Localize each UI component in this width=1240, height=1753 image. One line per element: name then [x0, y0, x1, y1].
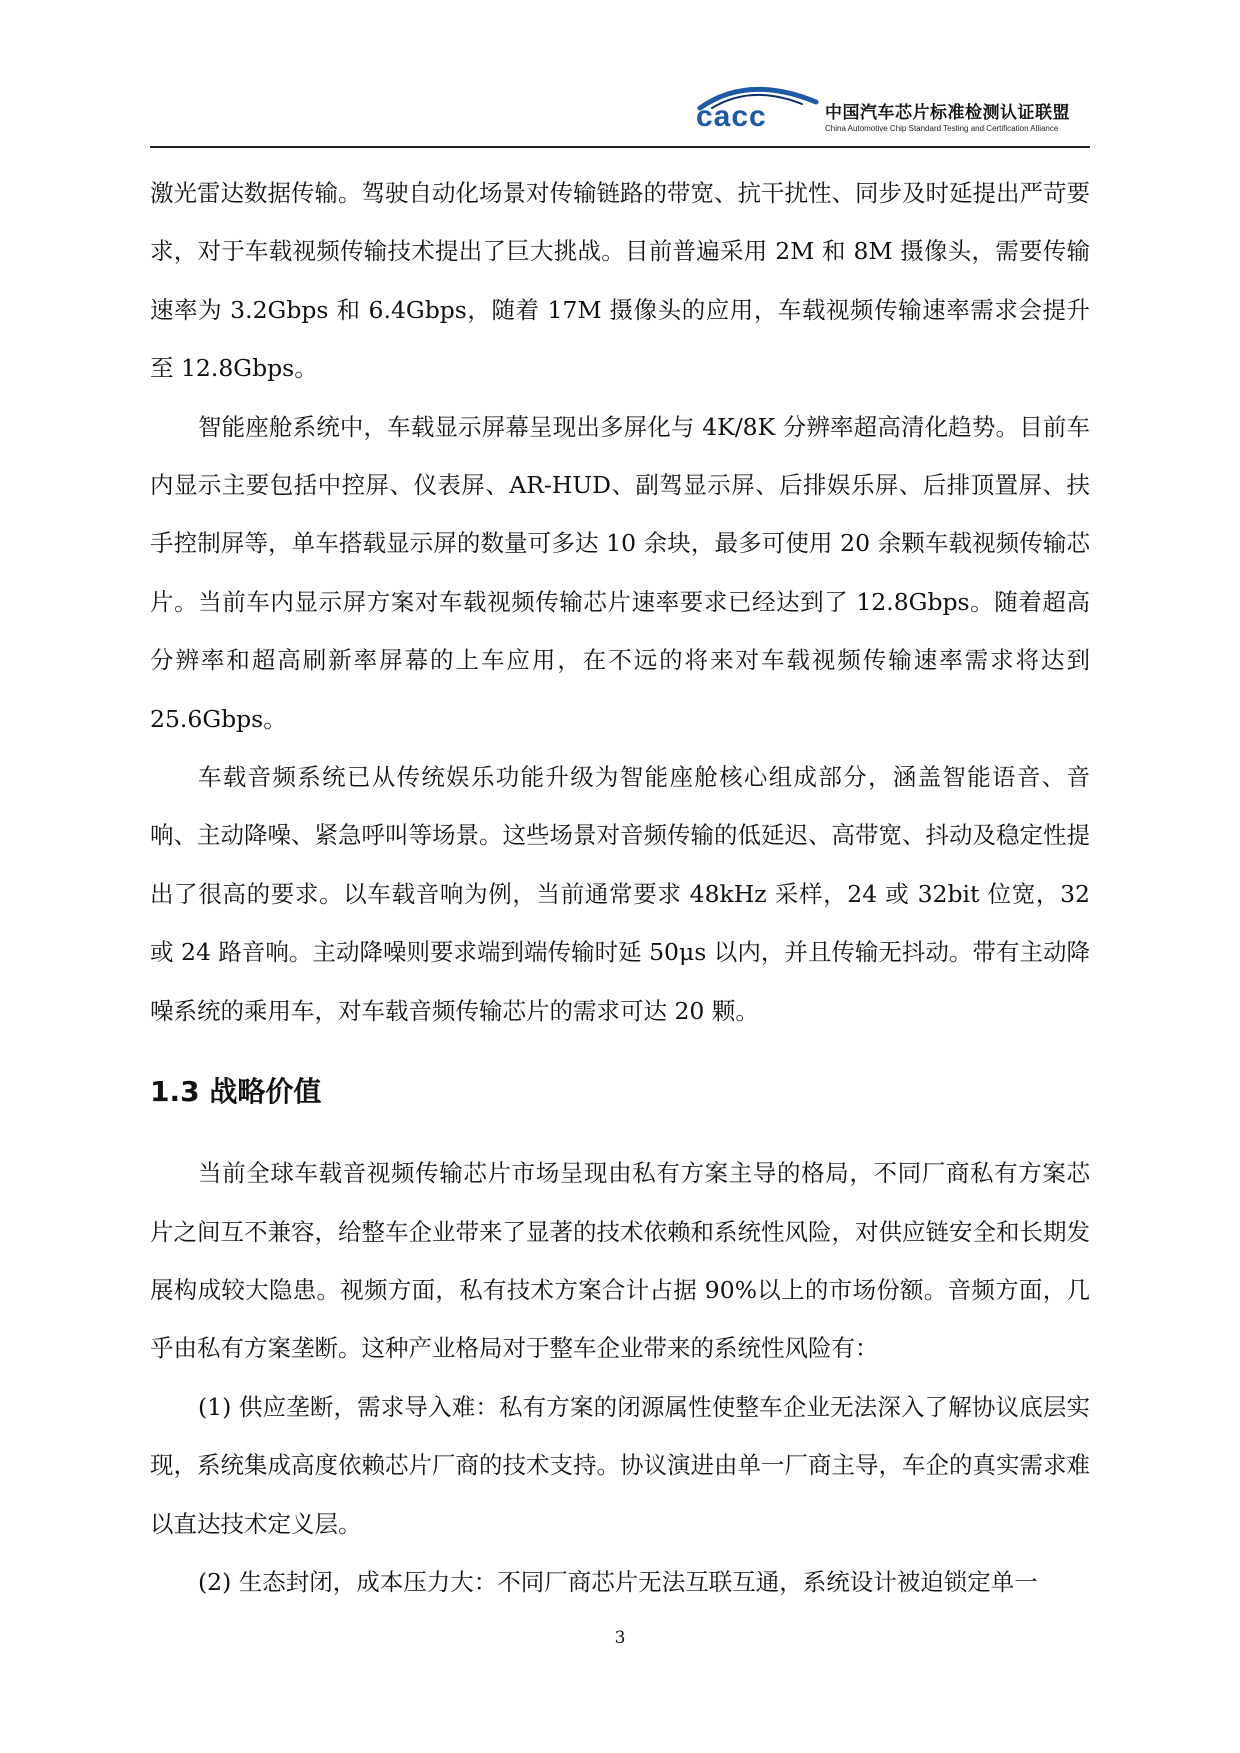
- org-name-en: China Automotive Chip Standard Testing and Certification Alliance: [825, 124, 1059, 133]
- section-heading: 1.3 战略价值: [150, 1075, 322, 1109]
- paragraph-market-status: 当前全球车载音视频传输芯片市场呈现由私有方案主导的格局，不同厂商私有方案芯片之间互不兼容，给整车企业带来了显著的技术依赖和系统性风险，对供应链安全和长期发展构成较大隐患。视频方面，私有技术方案合计占据 90%以上的市场份额。音频方面，几乎由私有方案垄断。这种产业格局对于整车企业带来的系统性风险有：: [150, 1159, 1090, 1363]
- page-header: [150, 70, 1090, 152]
- paragraph-lidar-video: 激光雷达数据传输。驾驶自动化场景对传输链路的带宽、抗干扰性、同步及时延提出严苛要求，对于车载视频传输技术提出了巨大挑战。目前普遍采用 2M 和 8M 摄像头，需要传输速率为 3.2Gbps 和 6.4Gbps，随着 17M 摄像头的应用，车载视频传输速率需求会提升至 12.8Gbps。: [150, 179, 1090, 383]
- page-number: 3: [614, 1628, 626, 1648]
- org-name-cn: 中国汽车芯片标准检测认证联盟: [825, 103, 1070, 123]
- cacc-logo: [690, 78, 1090, 138]
- cacc-logo-icon: [690, 78, 822, 130]
- paragraph-cockpit-display: 智能座舱系统中，车载显示屏幕呈现出多屏化与 4K/8K 分辨率超高清化趋势。目前车内显示主要包括中控屏、仪表屏、AR-HUD、副驾显示屏、后排娱乐屏、后排顶置屏、扶手控制屏等，单车搭载显示屏的数量可多达 10 余块，最多可使用 20 余颗车载视频传输芯片。当前车内显示屏方案对车载视频传输芯片速率要求已经达到了 12.8Gbps。随着超高分辨率和超高刷新率屏幕的上车应用，在不远的将来对车载视频传输速率需求将达到 25.6Gbps。: [150, 412, 1090, 733]
- paragraph-risk-1: (1) 供应垄断，需求导入难：私有方案的闭源属性使整车企业无法深入了解协议底层实现，系统集成高度依赖芯片厂商的技术支持。协议演进由单一厂商主导，车企的真实需求难以直达技术定义层。: [150, 1392, 1090, 1538]
- logo-wordmark: cacc: [696, 100, 767, 130]
- paragraph-audio-system: 车载音频系统已从传统娱乐功能升级为智能座舱核心组成部分，涵盖智能语音、音响、主动降噪、紧急呼叫等场景。这些场景对音频传输的低延迟、高带宽、抖动及稳定性提出了很高的要求。以车载音响为例，当前通常要求 48kHz 采样，24 或 32bit 位宽，32 或 24 路音响。主动降噪则要求端到端传输时延 50μs 以内，并且传输无抖动。带有主动降噪系统的乘用车，对车载音频传输芯片的需求可达 20 颗。: [150, 763, 1090, 1025]
- page-body: [150, 164, 1090, 1611]
- header-divider: [150, 146, 1090, 148]
- paragraph-risk-2: (2) 生态封闭，成本压力大：不同厂商芯片无法互联互通，系统设计被迫锁定单一: [198, 1567, 1038, 1596]
